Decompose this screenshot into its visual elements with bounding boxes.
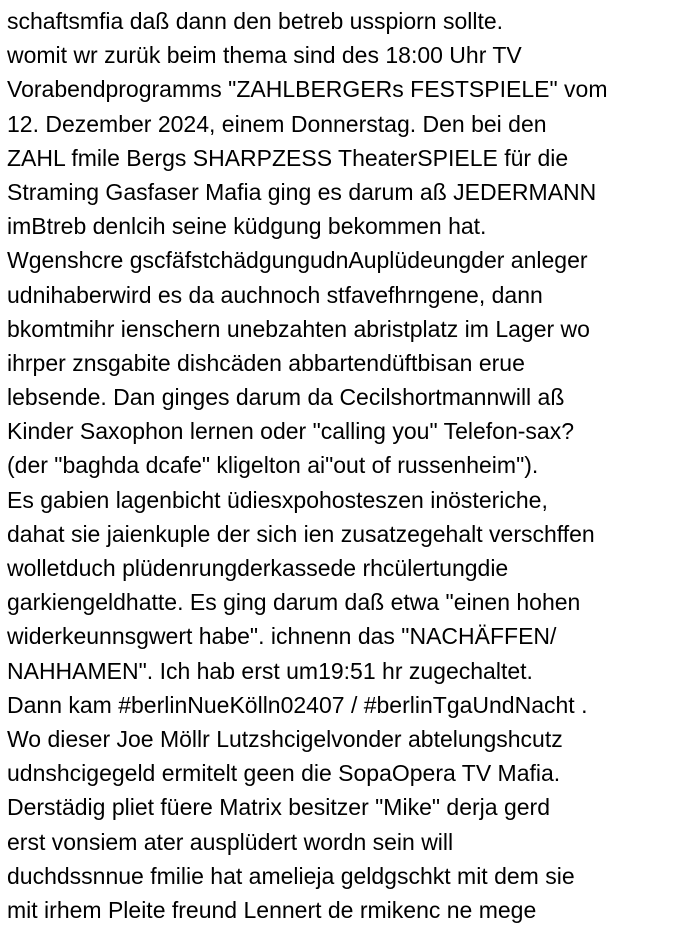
text-line: womit wr zurük beim thema sind des 18:00 Uhr TV <box>7 42 522 69</box>
text-line: Wgenshcre gscfäfstchädgungudnAuplüdeungder anleger <box>7 247 588 274</box>
text-line: Kinder Saxophon lernen oder "calling you" Telefon-sax? <box>7 418 574 445</box>
text-line: garkiengeldhatte. Es ging darum daß etwa "einen hohen <box>7 589 581 616</box>
text-line: (der "baghda dcafe" kligelton ai"out of russenheim"). <box>7 452 539 479</box>
text-line: lebsende. Dan ginges darum da Cecilshortmannwill aß <box>7 384 565 411</box>
text-line: 12. Dezember 2024, einem Donnerstag. Den bei den <box>7 110 547 137</box>
text-line: bkomtmihr ienschern unebzahten abristplatz im Lager wo <box>7 315 590 342</box>
text-line: Es gabien lagenbicht üdiesxpohosteszen inösteriche, <box>7 486 548 513</box>
document-text <box>7 4 683 927</box>
text-line: imBtreb denlcih seine küdgung bekommen hat. <box>7 213 487 240</box>
text-line: NAHHAMEN". Ich hab erst um19:51 hr zugechaltet. <box>7 657 533 684</box>
text-line: ihrper znsgabite dishcäden abbartendüftbisan erue <box>7 349 525 376</box>
text-line: Vorabendprogramms "ZAHLBERGERs FESTSPIELE" vom <box>7 76 608 103</box>
text-line: Straming Gasfaser Mafia ging es darum aß JEDERMANN <box>7 178 597 205</box>
text-line: duchdssnnue fmilie hat amelieja geldgschkt mit dem sie <box>7 862 575 889</box>
text-line: widerkeunnsgwert habe". ichnenn das "NACHÄFFEN/ <box>7 623 557 650</box>
text-line: dahat sie jaienkuple der sich ien zusatzegehalt verschffen <box>7 520 595 547</box>
text-line: udnshcigegeld ermitelt geen die SopaOpera TV Mafia. <box>7 760 561 787</box>
text-line: Derstädig pliet füere Matrix besitzer "Mike" derja gerd <box>7 794 550 821</box>
text-line: schaftsmfia daß dann den betreb usspiorn sollte. <box>7 8 504 34</box>
text-line: udnihaberwird es da auchnoch stfavefhrngene, dann <box>7 281 543 308</box>
text-line: ZAHL fmile Bergs SHARPZESS TheaterSPIELE für die <box>7 144 569 171</box>
text-line: wolletduch plüdenrungderkassede rhcülertungdie <box>7 555 509 581</box>
text-line: mit irhem Pleite freund Lennert de rmikenc ne mege <box>7 896 537 923</box>
text-line: Wo dieser Joe Möllr Lutzshcigelvonder abtelungshcutz <box>7 725 563 752</box>
text-line: Dann kam #berlinNueKölln02407 / #berlinTgaUndNacht . <box>7 691 588 718</box>
text-line: erst vonsiem ater ausplüdert wordn sein will <box>7 828 454 855</box>
